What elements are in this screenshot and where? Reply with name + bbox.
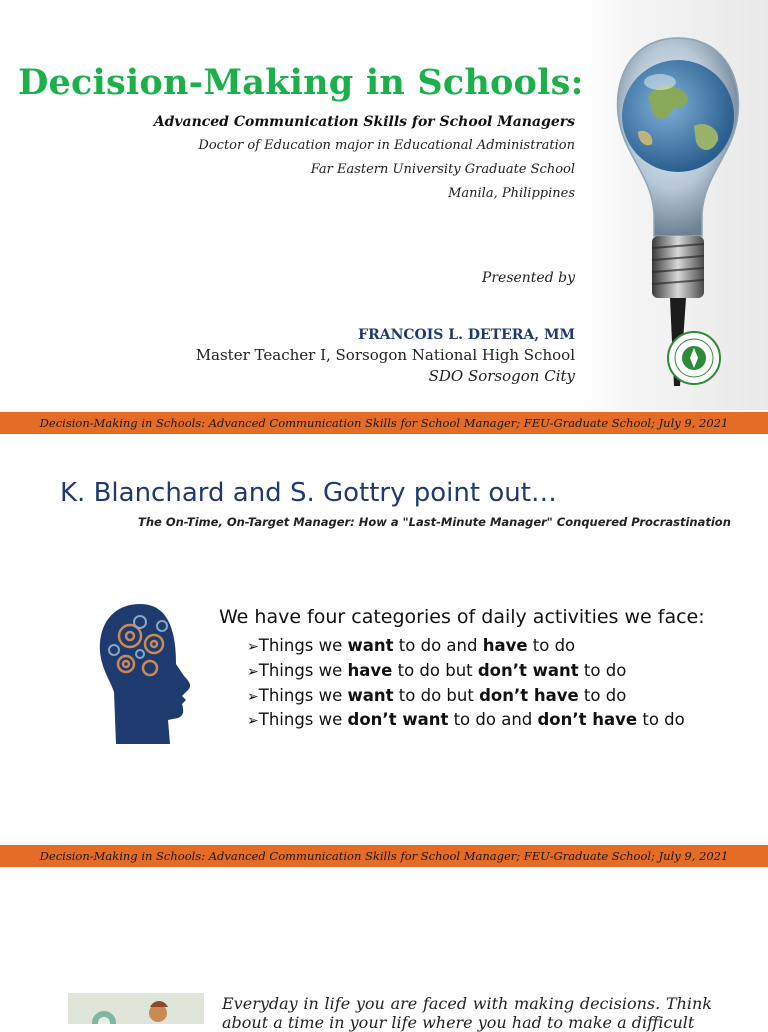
bullet-emphasis: have	[482, 636, 528, 655]
bullet-text: to do but	[393, 686, 480, 705]
bullet-text: to do	[578, 661, 627, 680]
bullet-emphasis: don’t have	[479, 686, 579, 705]
slide2-title: K. Blanchard and S. Gottry point out…	[60, 478, 557, 508]
title-slide	[0, 0, 768, 434]
presenter-role: Master Teacher I, Sorsogon National High School	[195, 346, 575, 364]
bullet-text: Things we	[258, 686, 348, 705]
bullet-arrow-icon: ➢	[247, 713, 259, 729]
head-gears-icon	[96, 602, 194, 746]
presenter-name: FRANCOIS L. DETERA, MM	[358, 327, 575, 343]
presented-by-label: Presented by	[481, 270, 575, 286]
category-bullet	[247, 686, 626, 705]
slide-footer: Decision-Making in Schools: Advanced Communication Skills for School Manager; FEU-Graduate School; July 9, 2021	[0, 845, 768, 867]
category-bullet	[247, 661, 626, 680]
bullet-emphasis: don’t want	[347, 710, 449, 729]
bullet-emphasis: don’t have	[537, 710, 638, 729]
presentation-subtitle: Advanced Communication Skills for School Managers	[153, 114, 575, 130]
bullet-text: to do	[637, 710, 685, 729]
decision-illustration	[68, 993, 204, 1024]
bullet-text: to do and	[393, 636, 483, 655]
bullet-text: Things we	[258, 636, 348, 655]
bullet-arrow-icon: ➢	[247, 664, 259, 680]
bullet-arrow-icon: ➢	[247, 689, 259, 705]
bullet-emphasis: want	[347, 636, 394, 655]
presentation-title: Decision-Making in Schools:	[18, 62, 584, 103]
bullet-emphasis: have	[347, 661, 393, 680]
category-bullet	[247, 636, 575, 655]
degree-line: Doctor of Education major in Educational Administration	[198, 138, 575, 153]
presenter-office: SDO Sorsogon City	[428, 367, 575, 385]
school-seal-logo	[667, 331, 721, 385]
category-bullet	[247, 710, 685, 729]
bullet-emphasis: want	[347, 686, 394, 705]
bullet-text: Things we	[258, 661, 348, 680]
categories-intro: We have four categories of daily activities we face:	[219, 606, 705, 628]
slide3-body-text: Everyday in life you are faced with making decisions. Think about a time in your life where you had to make a difficult	[222, 994, 712, 1032]
slide-footer: Decision-Making in Schools: Advanced Communication Skills for School Manager; FEU-Graduate School; July 9, 2021	[0, 412, 768, 434]
bullet-text: Things we	[258, 710, 348, 729]
bullet-emphasis: don’t want	[477, 661, 579, 680]
bullet-text: to do but	[392, 661, 478, 680]
bullet-arrow-icon: ➢	[247, 639, 259, 655]
university-line: Far Eastern University Graduate School	[310, 162, 575, 177]
bullet-text: to do	[527, 636, 576, 655]
bullet-text: to do and	[448, 710, 538, 729]
bullet-text: to do	[578, 686, 627, 705]
location-line: Manila, Philippines	[448, 186, 575, 201]
slide2-subtitle: The On-Time, On-Target Manager: How a "Last-Minute Manager" Conquered Procrastination	[138, 515, 731, 529]
